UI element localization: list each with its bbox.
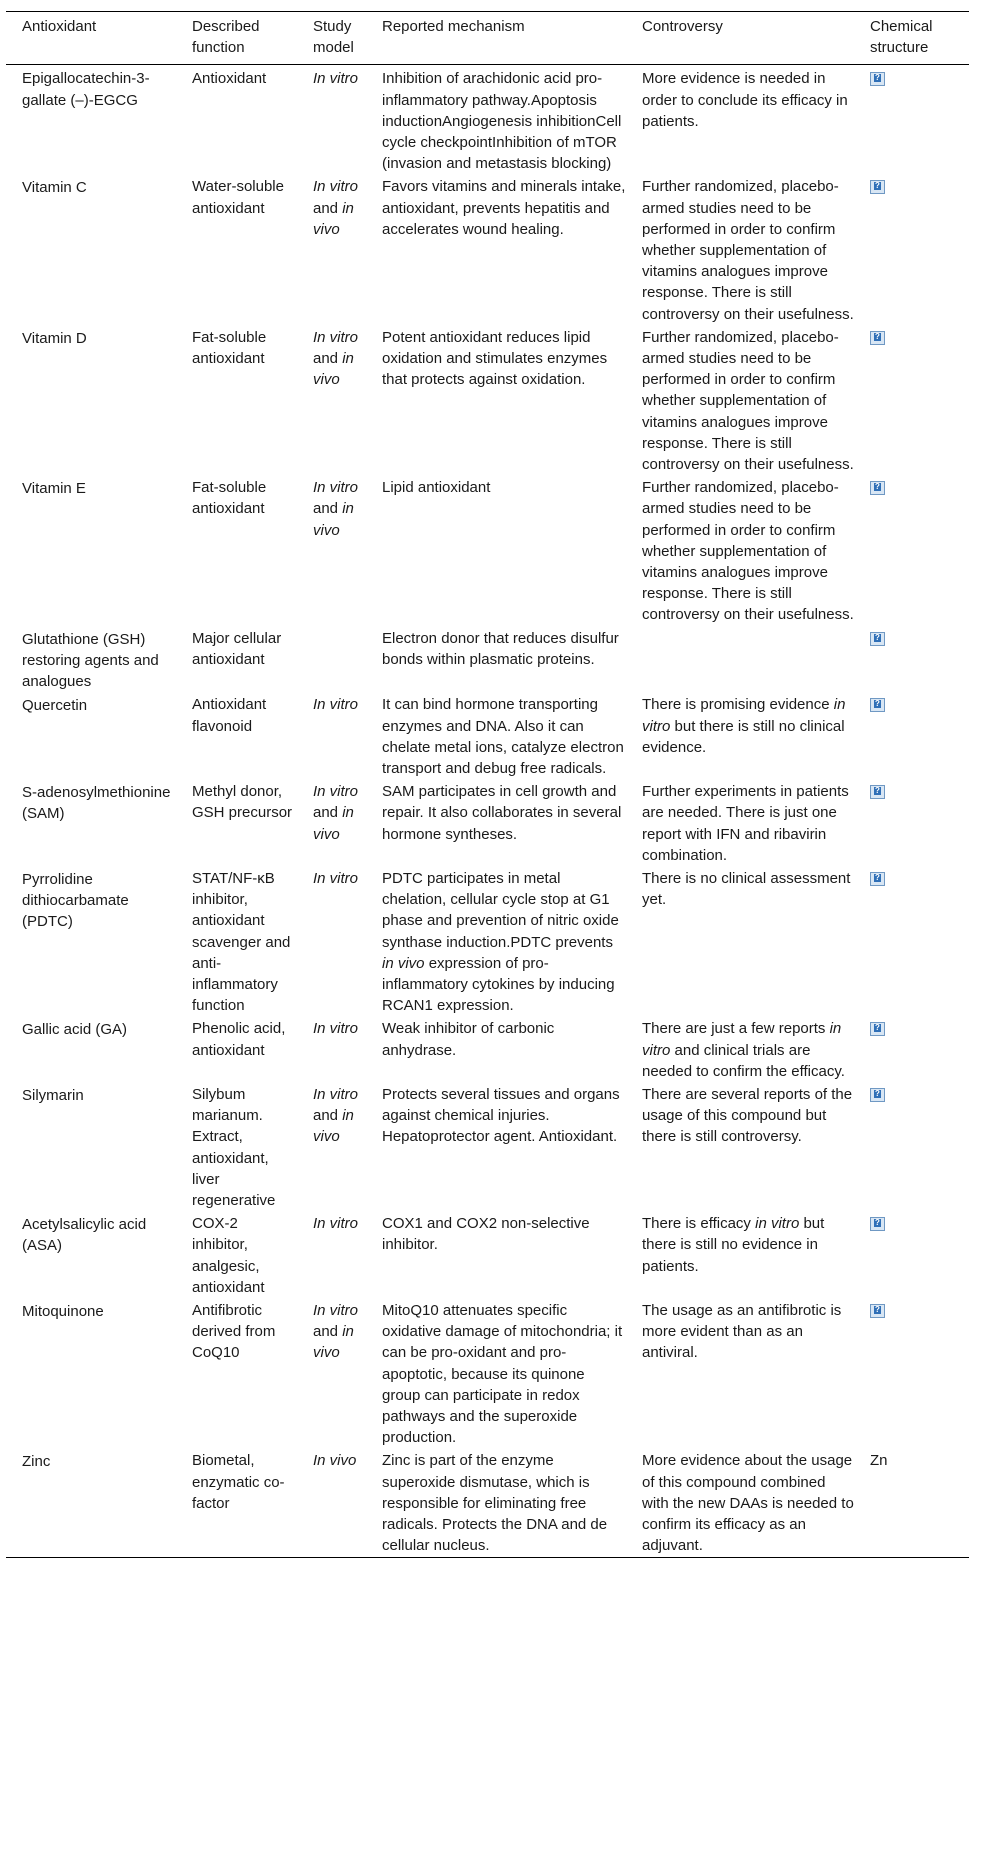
mechanism-text: MitoQ10 attenuates specific oxidative damage of mitochondria; it can be pro-oxidant and pro-apoptotic, because its quinone group can participate in redox pathways and the superoxide production. xyxy=(382,1301,623,1447)
mechanism-text: Lipid antioxidant xyxy=(382,479,491,497)
reported-mechanism xyxy=(374,1017,634,1083)
reported-mechanism xyxy=(374,175,634,325)
header-study-model: Study model xyxy=(313,18,354,57)
controversy-italic: in vitro xyxy=(642,1020,842,1059)
reported-mechanism xyxy=(374,476,634,626)
study-model-primary: In vitro xyxy=(313,70,359,88)
controversy-text: There is promising evidence xyxy=(642,696,834,714)
controversy-text: Further randomized, placebo-armed studies need to be performed in order to confirm whether supplementation of vitamins analogues improve response. There is still controversy on their usefulness. xyxy=(642,328,854,474)
reported-mechanism xyxy=(374,326,634,476)
controversy xyxy=(634,175,862,325)
study-model xyxy=(305,1299,374,1449)
controversy xyxy=(634,65,862,176)
mechanism-text: Favors vitamins and minerals intake, antioxidant, prevents hepatitis and accelerates wound healing. xyxy=(382,178,626,238)
table-row xyxy=(6,1017,969,1083)
study-model-joiner: and xyxy=(313,1107,343,1125)
controversy-text: More evidence is needed in order to conclude its efficacy in patients. xyxy=(642,70,848,130)
reported-mechanism xyxy=(374,1083,634,1212)
antioxidant-name: Pyrrolidine dithiocarbamate (PDTC) xyxy=(22,870,129,931)
described-function: Fat-soluble antioxidant xyxy=(192,328,267,368)
figure-icon[interactable] xyxy=(870,698,885,712)
figure-icon[interactable] xyxy=(870,331,885,345)
described-function: Antioxidant xyxy=(192,70,267,88)
figure-icon[interactable] xyxy=(870,632,885,646)
chemical-structure xyxy=(862,780,969,867)
controversy-italic: in vitro xyxy=(642,696,846,735)
study-model xyxy=(305,1212,374,1299)
described-function: Fat-soluble antioxidant xyxy=(192,479,267,518)
table-row xyxy=(6,1083,969,1212)
mechanism-text-cont: expression of pro-inflammatory cytokines by inducing RCAN1 expression. xyxy=(382,954,615,1015)
study-model-primary: In vitro xyxy=(313,1301,359,1319)
described-function: STAT/NF-κB inhibitor, antioxidant scavenger and anti-inflammatory function xyxy=(192,869,291,1015)
antioxidant-name: Glutathione (GSH) restoring agents and analogues xyxy=(22,630,159,691)
header-controversy: Controversy xyxy=(642,18,723,35)
figure-icon[interactable] xyxy=(870,785,885,799)
study-model-primary: In vitro xyxy=(313,1020,359,1038)
mechanism-text: Zinc is part of the enzyme superoxide dismutase, which is responsible for eliminating free radicals. Protects the DNA and de cellular nucleus. xyxy=(382,1452,608,1555)
study-model xyxy=(305,476,374,626)
mechanism-italic: in vivo xyxy=(382,954,425,972)
controversy xyxy=(634,1083,862,1212)
study-model-secondary: in vivo xyxy=(313,500,354,539)
chemical-structure xyxy=(862,867,969,1017)
controversy xyxy=(634,1017,862,1083)
described-function: Antioxidant flavonoid xyxy=(192,696,267,735)
described-function: Biometal, enzymatic co-factor xyxy=(192,1452,285,1512)
controversy xyxy=(634,326,862,476)
mechanism-text: It can bind hormone transporting enzymes and DNA. Also it can chelate metal ions, catalyze electron transport and debug free radicals. xyxy=(382,696,624,777)
study-model-secondary: in vivo xyxy=(313,1323,354,1362)
controversy-text: There is no clinical assessment yet. xyxy=(642,869,851,909)
reported-mechanism xyxy=(374,867,634,1017)
table-row xyxy=(6,780,969,867)
header-reported-mechanism: Reported mechanism xyxy=(382,18,525,35)
study-model xyxy=(305,175,374,325)
controversy xyxy=(634,693,862,780)
antioxidant-name: Zinc xyxy=(22,1453,51,1471)
controversy-text: Further randomized, placebo-armed studies need to be performed in order to confirm whether supplementation of vitamins analogues improve response. There is still controversy on their usefulness. xyxy=(642,178,854,323)
controversy-text: There are several reports of the usage of this compound but there is still controversy. xyxy=(642,1085,853,1146)
controversy-text: There is efficacy xyxy=(642,1215,756,1233)
figure-icon[interactable] xyxy=(870,72,885,86)
reported-mechanism xyxy=(374,1299,634,1449)
study-model xyxy=(305,693,374,780)
reported-mechanism xyxy=(374,65,634,176)
table-row xyxy=(6,326,969,476)
reported-mechanism xyxy=(374,1212,634,1299)
antioxidant-name: Silymarin xyxy=(22,1086,84,1104)
figure-icon[interactable] xyxy=(870,1217,885,1231)
antioxidant-table xyxy=(6,11,969,1558)
described-function: Major cellular antioxidant xyxy=(192,629,282,668)
mechanism-text: SAM participates in cell growth and repair. It also collaborates in several hormone syntheses. xyxy=(382,783,622,843)
controversy xyxy=(634,867,862,1017)
study-model-primary: In vitro xyxy=(313,328,359,346)
figure-icon[interactable] xyxy=(870,180,885,194)
study-model-primary: In vitro xyxy=(313,479,359,497)
controversy xyxy=(634,627,862,694)
reported-mechanism xyxy=(374,627,634,694)
table-row xyxy=(6,867,969,1017)
controversy xyxy=(634,1449,862,1558)
reported-mechanism xyxy=(374,1449,634,1558)
chemical-structure xyxy=(862,1083,969,1212)
header-chemical-structure: Chemical structure xyxy=(870,18,933,57)
study-model xyxy=(305,627,374,694)
figure-icon[interactable] xyxy=(870,481,885,495)
figure-icon[interactable] xyxy=(870,1304,885,1318)
chemical-structure xyxy=(862,65,969,176)
mechanism-text: Electron donor that reduces disulfur bonds within plasmatic proteins. xyxy=(382,629,619,668)
study-model-primary: In vivo xyxy=(313,1452,357,1470)
study-model-primary: In vitro xyxy=(313,783,359,801)
controversy xyxy=(634,1299,862,1449)
chemical-structure xyxy=(862,476,969,626)
study-model-joiner: and xyxy=(313,500,343,518)
table-row xyxy=(6,175,969,325)
chemical-structure xyxy=(862,1299,969,1449)
controversy-text-cont: and clinical trials are needed to confirm the efficacy. xyxy=(642,1041,845,1080)
mechanism-text: COX1 and COX2 non-selective inhibitor. xyxy=(382,1215,590,1254)
figure-icon[interactable] xyxy=(870,1088,885,1102)
study-model-joiner: and xyxy=(313,1323,343,1341)
mechanism-text: Potent antioxidant reduces lipid oxidation and stimulates enzymes that protects against oxidation. xyxy=(382,328,608,389)
study-model xyxy=(305,326,374,476)
antioxidant-name: Vitamin C xyxy=(22,179,87,197)
controversy-text: The usage as an antifibrotic is more evident than as an antiviral. xyxy=(642,1301,842,1362)
antioxidant-name: Quercetin xyxy=(22,697,88,715)
table-header-row xyxy=(6,12,969,65)
study-model-secondary: in vivo xyxy=(313,1107,354,1146)
chemical-structure xyxy=(862,693,969,780)
described-function: COX-2 inhibitor, analgesic, antioxidant xyxy=(192,1215,265,1296)
table-row xyxy=(6,1212,969,1299)
antioxidant-name: Acetylsalicylic acid (ASA) xyxy=(22,1216,147,1255)
study-model-primary: In vitro xyxy=(313,696,359,714)
table-row xyxy=(6,693,969,780)
controversy xyxy=(634,780,862,867)
described-function: Phenolic acid, antioxidant xyxy=(192,1020,286,1059)
study-model-primary: In vitro xyxy=(313,1215,359,1233)
study-model-joiner: and xyxy=(313,804,343,822)
controversy-text-cont: but there is still no evidence in patients. xyxy=(642,1215,825,1275)
study-model xyxy=(305,1083,374,1212)
table-row xyxy=(6,1299,969,1449)
study-model xyxy=(305,65,374,176)
antioxidant-name: Gallic acid (GA) xyxy=(22,1021,128,1039)
study-model-joiner: and xyxy=(313,350,343,368)
mechanism-text: Protects several tissues and organs against chemical injuries. Hepatoprotector agent. Antioxidant. xyxy=(382,1085,620,1146)
table-row xyxy=(6,1449,969,1558)
chemical-structure xyxy=(862,1449,969,1558)
controversy-text: There are just a few reports xyxy=(642,1020,830,1038)
mechanism-text: PDTC participates in metal chelation, cellular cycle stop at G1 phase and prevention of nitric oxide synthase induction.PDTC prevents xyxy=(382,869,619,951)
structure-text: Zn xyxy=(870,1452,888,1470)
described-function: Silybum marianum. Extract, antioxidant, liver regenerative xyxy=(192,1085,276,1209)
chemical-structure xyxy=(862,1017,969,1083)
antioxidant-name: Epigallocatechin-3-gallate (–)-EGCG xyxy=(22,70,150,109)
figure-icon[interactable] xyxy=(870,872,885,886)
antioxidant-name: Vitamin E xyxy=(22,480,86,498)
reported-mechanism xyxy=(374,693,634,780)
mechanism-text: Inhibition of arachidonic acid pro-inflammatory pathway.Apoptosis inductionAngiogenesis inhibitionCell cycle checkpointInhibition of mTOR (invasion and metastasis blocking) xyxy=(382,70,622,173)
table-row xyxy=(6,627,969,694)
chemical-structure xyxy=(862,627,969,694)
controversy-italic: in vitro xyxy=(755,1215,800,1233)
study-model xyxy=(305,867,374,1017)
reported-mechanism xyxy=(374,780,634,867)
study-model-secondary: in vivo xyxy=(313,350,354,389)
antioxidant-name: Vitamin D xyxy=(22,329,87,347)
study-model-joiner: and xyxy=(313,199,343,217)
chemical-structure xyxy=(862,175,969,325)
study-model-secondary: in vivo xyxy=(313,199,354,238)
antioxidant-name: Mitoquinone xyxy=(22,1302,104,1320)
controversy-text-cont: but there is still no clinical evidence. xyxy=(642,717,845,756)
mechanism-text: Weak inhibitor of carbonic anhydrase. xyxy=(382,1020,555,1059)
header-described-function: Described function xyxy=(192,18,260,57)
header-antioxidant: Antioxidant xyxy=(22,18,97,35)
study-model-primary: In vitro xyxy=(313,869,359,887)
described-function: Water-soluble antioxidant xyxy=(192,178,284,217)
controversy-text: Further randomized, placebo-armed studies need to be performed in order to confirm whether supplementation of vitamins analogues improve response. There is still controversy on their usefulness. xyxy=(642,479,854,624)
study-model-secondary: in vivo xyxy=(313,804,354,843)
table-row xyxy=(6,65,969,176)
table-body xyxy=(6,65,969,1558)
study-model xyxy=(305,780,374,867)
controversy xyxy=(634,1212,862,1299)
controversy-text: Further experiments in patients are needed. There is just one report with IFN and ribavirin combination. xyxy=(642,783,849,864)
controversy xyxy=(634,476,862,626)
study-model-primary: In vitro xyxy=(313,1085,359,1103)
antioxidant-name: S-adenosylmethionine (SAM) xyxy=(22,784,171,823)
described-function: Methyl donor, GSH precursor xyxy=(192,783,293,822)
chemical-structure xyxy=(862,1212,969,1299)
described-function: Antifibrotic derived from CoQ10 xyxy=(192,1301,276,1362)
study-model xyxy=(305,1449,374,1558)
table-row xyxy=(6,476,969,626)
study-model xyxy=(305,1017,374,1083)
controversy-text: More evidence about the usage of this compound combined with the new DAAs is needed to confirm its efficacy as an adjuvant. xyxy=(642,1452,854,1555)
figure-icon[interactable] xyxy=(870,1022,885,1036)
study-model-primary: In vitro xyxy=(313,178,359,196)
chemical-structure xyxy=(862,326,969,476)
